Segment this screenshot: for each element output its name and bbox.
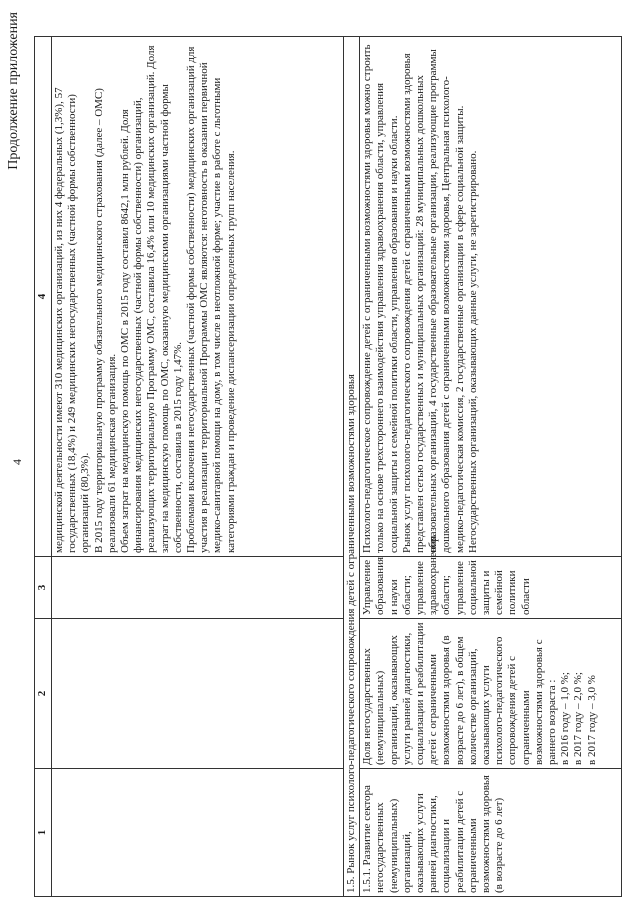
indicator-value: в 2017 году – 3,0 % (585, 675, 598, 765)
column-header-1: 1 (35, 769, 52, 897)
indicator-text: Доля негосударственных (немуниципальных) организаций, оказывающих услуги ранней диагностики, социализации и реабилитации детей с ограниченными возможностями здоровья (в возрасте до 6 лет), в общем количестве организаций, оказывающих услуги психолого-педагогического сопровождения детей с ограниченными возможностями здоровья с раннего возраста : (361, 622, 559, 765)
indicator-value: в 2016 году – 1,0 %; (559, 672, 572, 765)
section-row (344, 37, 360, 897)
paragraph: В 2015 году территориальную программу обязательного медицинского страхования (далее – ОМС) реализовали 61 медицинская организация. (92, 88, 118, 553)
cell-responsible: Управление образования и науки области; управление здравоохранения области; управление социальной защиты и семейной политики области (360, 557, 622, 619)
column-header-2: 2 (35, 619, 52, 769)
cell-empty (52, 769, 344, 897)
paragraph: Объем затрат на медицинскую помощь по ОМС в 2015 году составил 8642,1 млн рублей. Доля финансирования медицинских негосударственных (частной формы собственности) организаций, реализующих территориальную Программу ОМС, составила 16,4% или 10 медицинских организаций. Доля затрат на медицинскую помощь по ОМС, оказанную медицинскими организациями частной формы собственности, составила в 2015 году 1,47%. (119, 45, 184, 553)
cell-empty (52, 557, 344, 619)
column-header-3: 3 (35, 557, 52, 619)
table-row-continued (52, 37, 344, 897)
paragraph: Негосударственных организаций, оказывающих данные услуги, не зарегистрировано. (466, 150, 479, 553)
cell-measure: 1.5.1. Развитие сектора негосударственных (немуниципальных) организаций, оказывающих услуги ранней диагностики, социализации и реабилитации детей с ограниченными возможностями здоровья (в возрасте до 6 лет) (360, 769, 622, 897)
paragraph: Рынок услуг психолого-педагогического сопровождения детей с ограниченными возможностями здоровья представлен сетью государственных и муниципальных организаций: 28 муниципальных дошкольных образовательных организаций, 4 государственные образовательные организации, реализующие программы дошкольного образования детей с ограниченными возможностями здоровья, Центральная психолого-медико-педагогическая комиссия, 2 государственные организации в сфере социальной защиты. (400, 49, 466, 553)
paragraph: Психолого-педагогическое сопровождение детей с ограниченными возможностями здоровья можно строить только на основе трехстороннего взаимодействия управления здравоохранения области, управления социальной защиты и семейной политики области, управления образования и науки области. (361, 44, 400, 553)
report-table (34, 36, 622, 897)
page-number: 4 (10, 459, 24, 465)
cell-description (52, 37, 344, 557)
indicator-value: в 2017 году – 2,0 %; (572, 672, 585, 765)
cell-indicator (360, 619, 622, 769)
table-row (360, 37, 622, 897)
appendix-title: Продолжение приложения (6, 12, 21, 170)
cell-description (360, 37, 622, 557)
cell-empty (52, 619, 344, 769)
column-header-4: 4 (35, 37, 52, 557)
column-header-row (35, 37, 52, 897)
paragraph: Проблемами включения негосударственных (частной формы собственности) медицинских организаций для участия в реализации территориальной Программы ОМС являются: неготовность в оказании первичной медико-санитарной помощи на дому, в том числе в неотложной форме; участие в работе с льготными категориями граждан и проведение диспансеризации определенных групп населения. (185, 46, 237, 553)
paragraph: медицинской деятельности имеют 310 медицинских организаций, из них 4 федеральных (1,3%), 57 государственных (18,4%) и 249 медицинских негосударственных (частной формы собственности) организаций (80,3%). (53, 87, 92, 553)
section-title: 1.5. Рынок услуг психолого-педагогического сопровождения детей с ограниченными возможностями здоровья (344, 37, 360, 897)
